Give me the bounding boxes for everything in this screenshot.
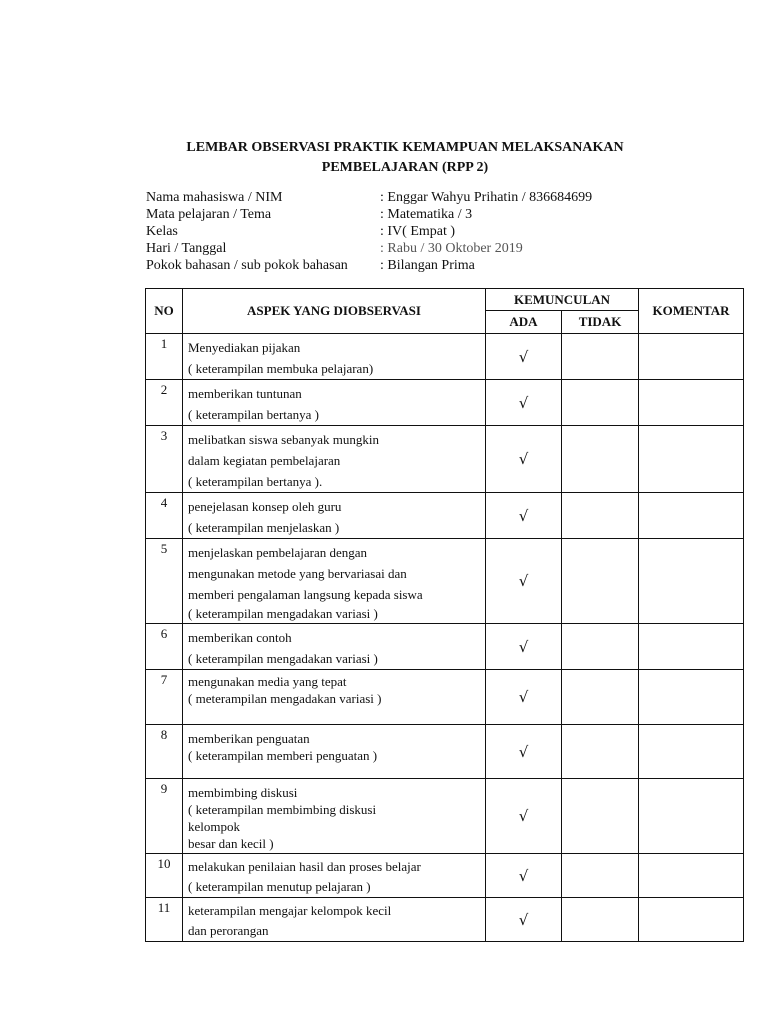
cell-tidak — [562, 725, 639, 779]
document-title — [145, 138, 665, 178]
aspect-line: dalam kegiatan pembelajaran — [188, 453, 341, 468]
aspect-line: ( keterampilan memberi penguatan ) — [188, 748, 378, 763]
cell-tidak — [562, 624, 639, 670]
row-number: 5 — [146, 539, 183, 624]
aspect-line: ( keterampilan mengadakan variasi ) — [188, 651, 378, 666]
cell-komentar — [639, 725, 744, 779]
aspect-line: Menyediakan pijakan — [188, 340, 301, 355]
row-aspect — [183, 334, 486, 380]
aspect-line: memberikan tuntunan — [188, 386, 302, 401]
aspect-line: ( meterampilan mengadakan variasi ) — [188, 691, 382, 706]
aspect-line: keterampilan mengajar kelompok kecil — [188, 903, 392, 918]
header-aspect: ASPEK YANG DIOBSERVASI — [183, 289, 486, 334]
header-ada: ADA — [486, 311, 562, 334]
aspect-line: ( keterampilan bertanya ). — [188, 474, 323, 489]
cell-komentar — [639, 854, 744, 898]
header-no: NO — [146, 289, 183, 334]
row-aspect — [183, 426, 486, 493]
table-row — [146, 426, 744, 493]
check-mark-ada: √ — [486, 898, 562, 942]
cell-tidak — [562, 670, 639, 725]
info-value: : Enggar Wahyu Prihatin / 836684699 — [380, 190, 593, 205]
aspect-line: mengunakan metode yang bervariasai dan — [188, 566, 407, 581]
aspect-line: dan perorangan — [188, 923, 269, 938]
cell-komentar — [639, 539, 744, 624]
row-number: 3 — [146, 426, 183, 493]
row-aspect — [183, 670, 486, 725]
info-label: Nama mahasiswa / NIM — [146, 190, 283, 205]
cell-komentar — [639, 334, 744, 380]
row-number: 10 — [146, 854, 183, 898]
check-mark-ada: √ — [486, 493, 562, 539]
table-row — [146, 670, 744, 725]
cell-komentar — [639, 670, 744, 725]
cell-komentar — [639, 624, 744, 670]
check-mark-ada: √ — [486, 779, 562, 854]
aspect-line: memberikan penguatan — [188, 731, 310, 746]
info-row-topic — [146, 257, 746, 274]
row-number: 2 — [146, 380, 183, 426]
row-aspect — [183, 493, 486, 539]
row-aspect — [183, 539, 486, 624]
check-mark-ada: √ — [486, 334, 562, 380]
info-label: Kelas — [146, 224, 178, 239]
check-mark-ada: √ — [486, 624, 562, 670]
row-aspect — [183, 380, 486, 426]
row-number: 11 — [146, 898, 183, 942]
title-line-2: PEMBELAJARAN (RPP 2) — [321, 160, 489, 175]
row-number: 6 — [146, 624, 183, 670]
header-tidak: TIDAK — [562, 311, 639, 334]
cell-tidak — [562, 493, 639, 539]
row-number: 8 — [146, 725, 183, 779]
aspect-line: menjelaskan pembelajaran dengan — [188, 545, 368, 560]
row-aspect — [183, 624, 486, 670]
table-row — [146, 493, 744, 539]
info-value: : Rabu / 30 Oktober 2019 — [380, 241, 523, 256]
aspect-line: ( keterampilan membimbing diskusi — [188, 802, 377, 817]
cell-komentar — [639, 426, 744, 493]
info-row-name — [146, 189, 746, 206]
aspect-line: ( keterampilan menjelaskan ) — [188, 520, 340, 535]
table-row — [146, 854, 744, 898]
table-row — [146, 539, 744, 624]
aspect-line: melibatkan siswa sebanyak mungkin — [188, 432, 379, 447]
aspect-line: besar dan kecil ) — [188, 836, 274, 851]
cell-komentar — [639, 898, 744, 942]
table-row — [146, 380, 744, 426]
cell-tidak — [562, 539, 639, 624]
aspect-line: membimbing diskusi — [188, 785, 298, 800]
cell-tidak — [562, 380, 639, 426]
cell-komentar — [639, 380, 744, 426]
check-mark-ada: √ — [486, 539, 562, 624]
cell-komentar — [639, 779, 744, 854]
aspect-line: melakukan penilaian hasil dan proses belajar — [188, 859, 421, 874]
row-aspect — [183, 854, 486, 898]
table-row — [146, 898, 744, 942]
info-label: Mata pelajaran / Tema — [146, 207, 272, 222]
row-number: 1 — [146, 334, 183, 380]
info-value: : Matematika / 3 — [380, 207, 473, 222]
check-mark-ada: √ — [486, 380, 562, 426]
table-row — [146, 624, 744, 670]
aspect-line: ( keterampilan bertanya ) — [188, 407, 320, 422]
info-label: Pokok bahasan / sub pokok bahasan — [146, 258, 348, 273]
info-row-class — [146, 223, 746, 240]
aspect-line: ( keterampilan menutup pelajaran ) — [188, 879, 371, 894]
row-aspect — [183, 725, 486, 779]
aspect-line: memberikan contoh — [188, 630, 292, 645]
aspect-line: ( keterampilan membuka pelajaran) — [188, 361, 374, 376]
aspect-line: ( keterampilan mengadakan variasi ) — [188, 606, 378, 621]
info-row-subject — [146, 206, 746, 223]
row-number: 7 — [146, 670, 183, 725]
check-mark-ada: √ — [486, 854, 562, 898]
table-row — [146, 779, 744, 854]
header-komentar: KOMENTAR — [639, 289, 744, 334]
row-number: 4 — [146, 493, 183, 539]
cell-tidak — [562, 334, 639, 380]
cell-tidak — [562, 898, 639, 942]
header-kemunculan: KEMUNCULAN — [486, 289, 639, 311]
observation-table — [145, 288, 744, 942]
cell-komentar — [639, 493, 744, 539]
title-line-1: LEMBAR OBSERVASI PRAKTIK KEMAMPUAN MELAKSANAKAN — [186, 140, 624, 155]
aspect-line: kelompok — [188, 819, 240, 834]
info-label: Hari / Tanggal — [146, 241, 227, 256]
row-aspect — [183, 779, 486, 854]
cell-tidak — [562, 854, 639, 898]
table-row — [146, 725, 744, 779]
aspect-line: mengunakan media yang tepat — [188, 674, 347, 689]
table-row — [146, 334, 744, 380]
row-aspect — [183, 898, 486, 942]
identity-info — [146, 189, 746, 274]
check-mark-ada: √ — [486, 670, 562, 725]
aspect-line: memberi pengalaman langsung kepada siswa — [188, 587, 423, 602]
cell-tidak — [562, 426, 639, 493]
info-value: : Bilangan Prima — [380, 258, 475, 273]
check-mark-ada: √ — [486, 426, 562, 493]
cell-tidak — [562, 779, 639, 854]
info-row-date — [146, 240, 746, 257]
check-mark-ada: √ — [486, 725, 562, 779]
row-number: 9 — [146, 779, 183, 854]
aspect-line: penejelasan konsep oleh guru — [188, 499, 342, 514]
info-value: : IV( Empat ) — [380, 224, 456, 239]
